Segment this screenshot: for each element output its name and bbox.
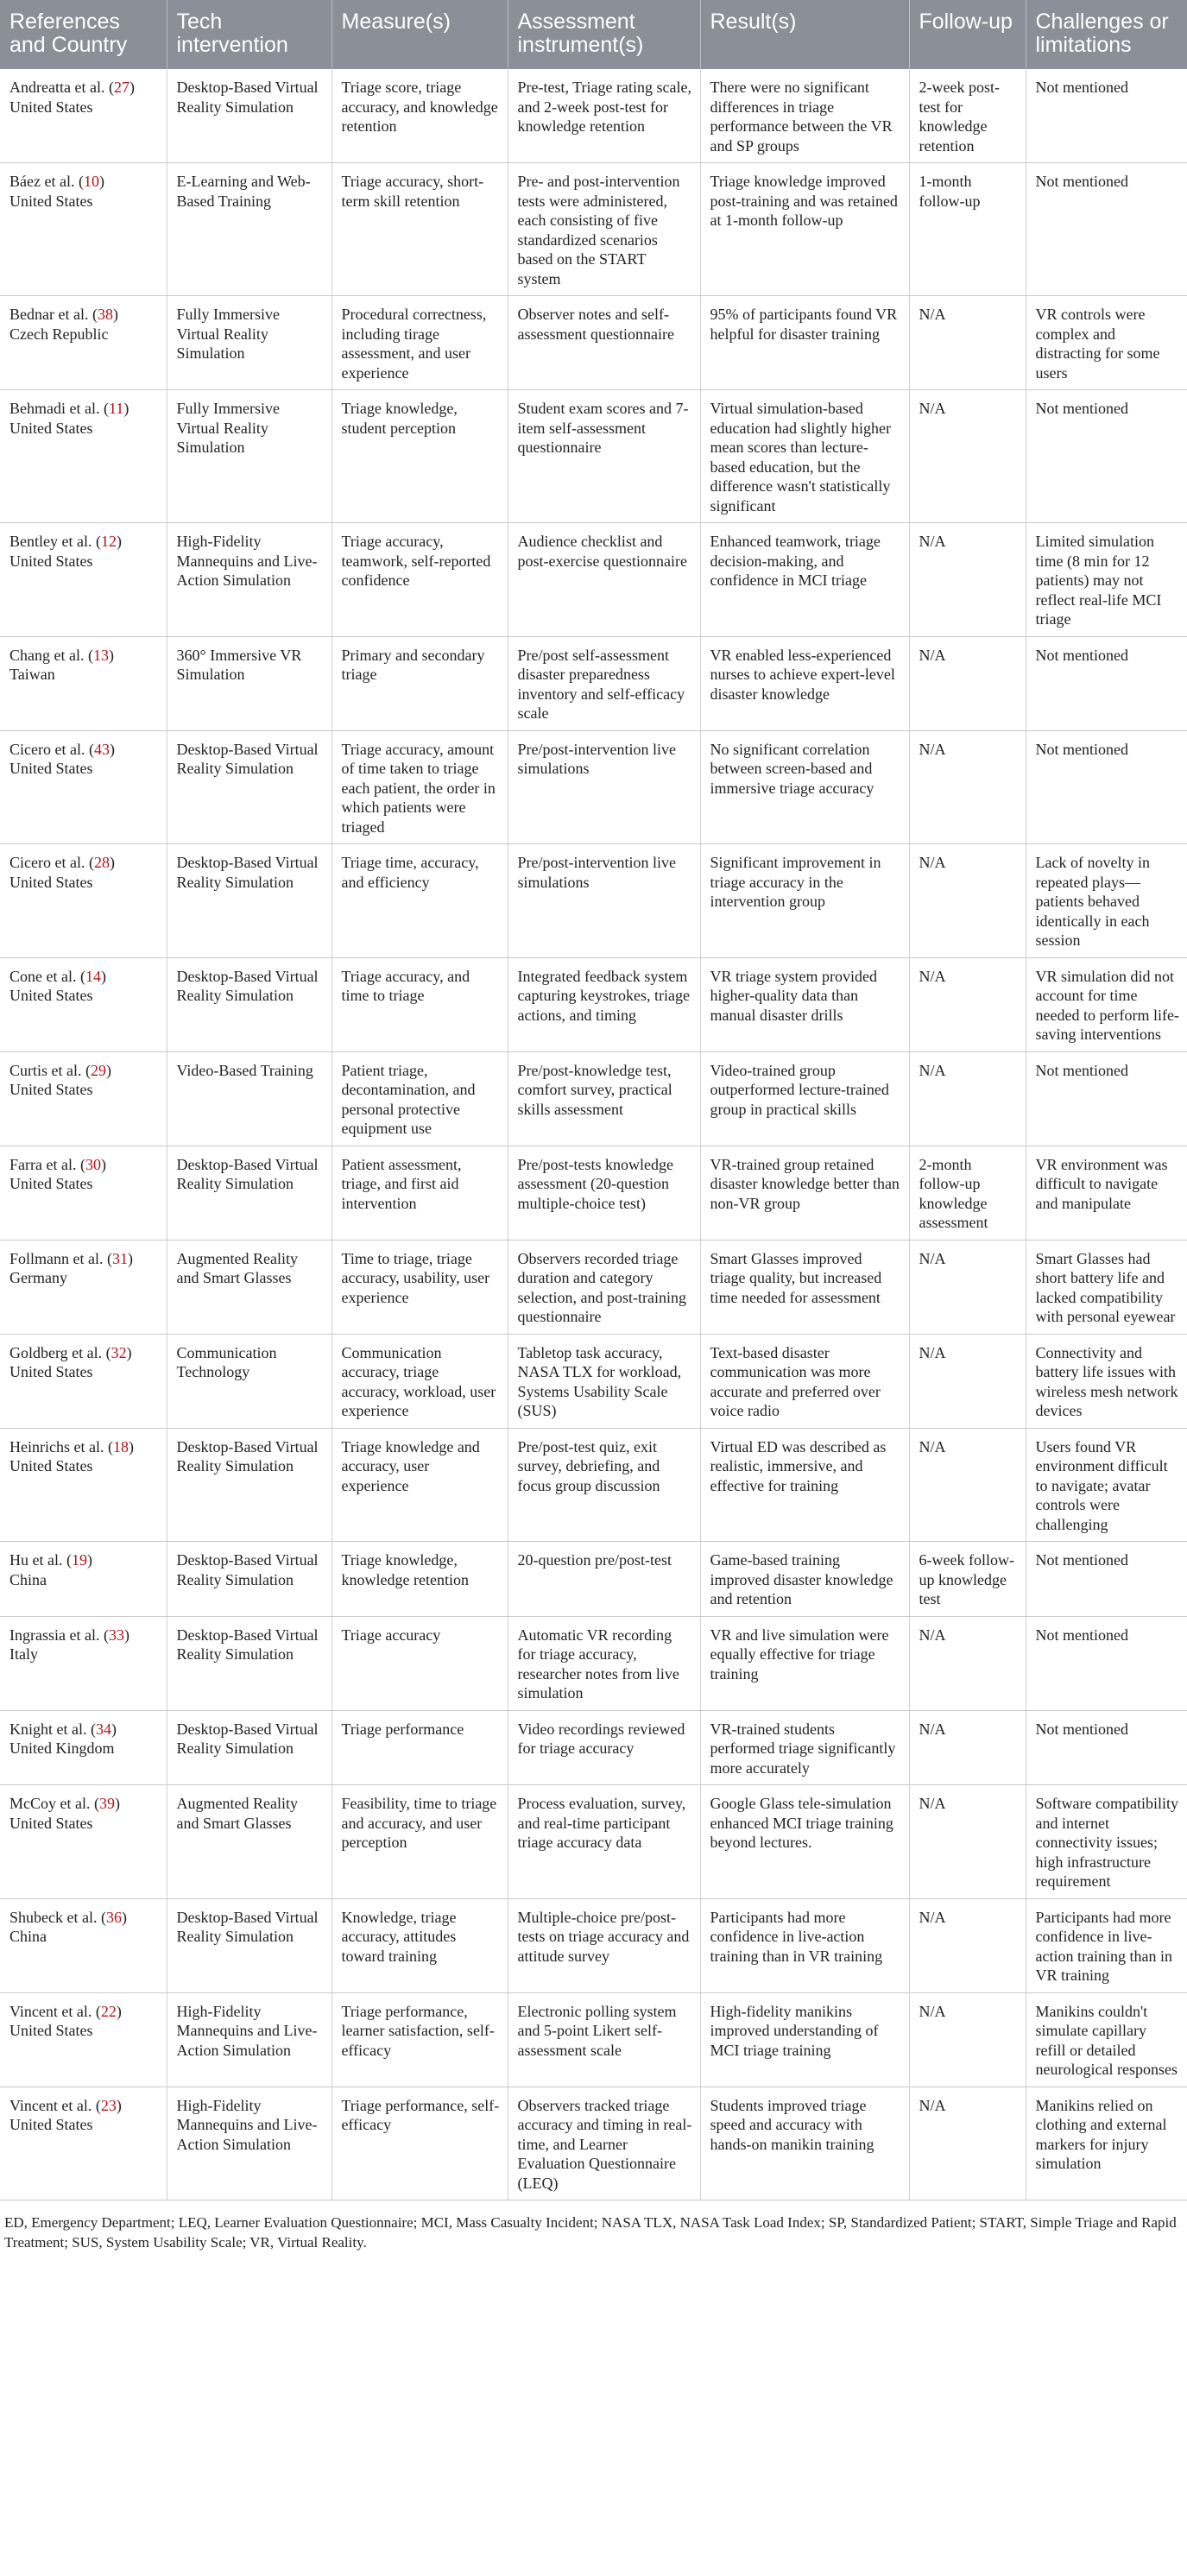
cell-challenges: Connectivity and battery life issues with wireless mesh network devices xyxy=(1026,1334,1187,1428)
table-row xyxy=(0,1785,1187,1899)
table-row xyxy=(0,957,1187,1051)
cell-assessment-instrument: Pre/post self-assessment disaster preparedness inventory and self-efficacy scale xyxy=(508,636,700,730)
cell-measures: Triage accuracy xyxy=(331,1616,508,1710)
cell-follow-up: N/A xyxy=(909,844,1026,958)
reference-link[interactable]: 30 xyxy=(85,1155,101,1173)
cell-challenges: Not mentioned xyxy=(1026,390,1187,523)
cell-challenges: Users found VR environment difficult to navigate; avatar controls were challenging xyxy=(1026,1428,1187,1542)
author-name: Hu et al. xyxy=(9,1551,63,1569)
cell-results: VR triage system provided higher-quality data than manual disaster drills xyxy=(700,957,909,1051)
header-row xyxy=(0,0,1187,69)
header-assessment: Assessment instrument(s) xyxy=(508,0,700,69)
reference-link[interactable]: 23 xyxy=(100,2096,117,2114)
table-row xyxy=(0,2087,1187,2200)
country: United States xyxy=(9,192,93,210)
table-row xyxy=(0,730,1187,844)
country: United States xyxy=(9,1363,93,1380)
cell-tech-intervention: Desktop-Based Virtual Reality Simulation xyxy=(167,1542,331,1617)
cell-follow-up: N/A xyxy=(909,390,1026,523)
cell-results: Triage knowledge improved post-training and was retained at 1-month follow-up xyxy=(700,163,909,296)
cell-reference: Farra et al. (30) United States xyxy=(0,1146,167,1240)
cell-reference: Follmann et al. (31) Germany xyxy=(0,1240,167,1334)
cell-reference: Cone et al. (14) United States xyxy=(0,957,167,1051)
cell-measures: Procedural correctness, including tirage assessment, and user experience xyxy=(331,296,508,390)
header-references: References and Country xyxy=(0,0,167,69)
cell-reference: Chang et al. (13) Taiwan xyxy=(0,636,167,730)
cell-reference: Andreatta et al. (27) United States xyxy=(0,69,167,163)
cell-results: High-fidelity manikins improved understanding of MCI triage training xyxy=(700,1992,909,2087)
table-row xyxy=(0,1428,1187,1542)
country: United States xyxy=(9,760,93,777)
cell-tech-intervention: Fully Immersive Virtual Reality Simulation xyxy=(167,296,331,390)
reference-link[interactable]: 28 xyxy=(93,854,110,871)
cell-tech-intervention: Desktop-Based Virtual Reality Simulation xyxy=(167,844,331,958)
reference-link[interactable]: 11 xyxy=(108,400,124,417)
author-name: Knight et al. xyxy=(9,1720,87,1738)
table-row xyxy=(0,1898,1187,1992)
table-row xyxy=(0,636,1187,730)
cell-challenges: Not mentioned xyxy=(1026,1542,1187,1617)
table-row xyxy=(0,1542,1187,1617)
author-name: Shubeck et al. xyxy=(9,1908,98,1926)
cell-tech-intervention: High-Fidelity Mannequins and Live-Action Simulation xyxy=(167,523,331,637)
table-row xyxy=(0,523,1187,637)
cell-results: VR-trained students performed triage significantly more accurately xyxy=(700,1710,909,1785)
cell-follow-up: 1-month follow-up xyxy=(909,163,1026,296)
author-name: Chang et al. xyxy=(9,646,85,664)
cell-results: Game-based training improved disaster knowledge and retention xyxy=(700,1542,909,1617)
reference-link[interactable]: 10 xyxy=(83,173,99,190)
cell-measures: Triage accuracy, amount of time taken to triage each patient, the order in which patients were triaged xyxy=(331,730,508,844)
cell-assessment-instrument: Electronic polling system and 5-point Likert self-assessment scale xyxy=(508,1992,700,2087)
country: United States xyxy=(9,1814,93,1832)
country: United States xyxy=(9,2022,93,2039)
author-name: Vincent et al. xyxy=(9,2096,92,2114)
country: United States xyxy=(9,1175,93,1192)
author-name: Bednar et al. xyxy=(9,306,89,323)
cell-reference: Ingrassia et al. (33) Italy xyxy=(0,1616,167,1710)
author-name: Ingrassia et al. xyxy=(9,1626,100,1644)
cell-follow-up: N/A xyxy=(909,523,1026,637)
table-row xyxy=(0,163,1187,296)
cell-challenges: Lack of novelty in repeated plays—patients behaved identically in each session xyxy=(1026,844,1187,958)
cell-measures: Patient assessment, triage, and first aid intervention xyxy=(331,1146,508,1240)
cell-measures: Triage performance xyxy=(331,1710,508,1785)
cell-results: Students improved triage speed and accuracy with hands-on manikin training xyxy=(700,2087,909,2200)
cell-follow-up: 2-month follow-up knowledge assessment xyxy=(909,1146,1026,1240)
author-name: Bentley et al. xyxy=(9,533,92,550)
cell-results: There were no significant differences in triage performance between the VR and SP groups xyxy=(700,69,909,163)
reference-link[interactable]: 39 xyxy=(98,1795,115,1812)
cell-measures: Triage time, accuracy, and efficiency xyxy=(331,844,508,958)
cell-follow-up: N/A xyxy=(909,1785,1026,1899)
cell-challenges: Not mentioned xyxy=(1026,69,1187,163)
author-name: Báez et al. xyxy=(9,173,75,190)
cell-tech-intervention: Desktop-Based Virtual Reality Simulation xyxy=(167,957,331,1051)
cell-reference: McCoy et al. (39) United States xyxy=(0,1785,167,1899)
cell-tech-intervention: High-Fidelity Mannequins and Live-Action Simulation xyxy=(167,1992,331,2087)
cell-results: Text-based disaster communication was more accurate and preferred over voice radio xyxy=(700,1334,909,1428)
country: United States xyxy=(9,2116,93,2133)
country: Taiwan xyxy=(9,666,55,683)
reference-link[interactable]: 38 xyxy=(97,306,113,323)
table-row xyxy=(0,1146,1187,1240)
cell-reference: Vincent et al. (22) United States xyxy=(0,1992,167,2087)
cell-challenges: Limited simulation time (8 min for 12 patients) may not reflect real-life MCI triage xyxy=(1026,523,1187,637)
author-name: Vincent et al. xyxy=(9,2002,92,2020)
reference-link[interactable]: 43 xyxy=(93,740,110,758)
header-tech: Tech intervention xyxy=(167,0,331,69)
header-measures: Measure(s) xyxy=(331,0,508,69)
cell-assessment-instrument: Pre-test, Triage rating scale, and 2-week post-test for knowledge retention xyxy=(508,69,700,163)
cell-measures: Triage knowledge, student perception xyxy=(331,390,508,523)
table-row xyxy=(0,1710,1187,1785)
table-row xyxy=(0,1240,1187,1334)
cell-tech-intervention: High-Fidelity Mannequins and Live-Action Simulation xyxy=(167,2087,331,2200)
cell-results: Virtual ED was described as realistic, immersive, and effective for training xyxy=(700,1428,909,1542)
country: United States xyxy=(9,1457,93,1474)
cell-tech-intervention: Augmented Reality and Smart Glasses xyxy=(167,1785,331,1899)
table-row xyxy=(0,1992,1187,2087)
cell-follow-up: N/A xyxy=(909,957,1026,1051)
cell-measures: Triage performance, self-efficacy xyxy=(331,2087,508,2200)
cell-challenges: VR environment was difficult to navigate and manipulate xyxy=(1026,1146,1187,1240)
cell-results: VR-trained group retained disaster knowledge better than non-VR group xyxy=(700,1146,909,1240)
cell-tech-intervention: Video-Based Training xyxy=(167,1051,331,1146)
cell-assessment-instrument: Pre- and post-intervention tests were administered, each consisting of five standardized scenarios based on the START system xyxy=(508,163,700,296)
cell-results: Video-trained group outperformed lecture-trained group in practical skills xyxy=(700,1051,909,1146)
cell-reference: Knight et al. (34) United Kingdom xyxy=(0,1710,167,1785)
cell-measures: Feasibility, time to triage and accuracy, and user perception xyxy=(331,1785,508,1899)
cell-assessment-instrument: Tabletop task accuracy, NASA TLX for workload, Systems Usability Scale (SUS) xyxy=(508,1334,700,1428)
country: United States xyxy=(9,987,93,1004)
author-name: Goldberg et al. xyxy=(9,1343,103,1361)
cell-challenges: Not mentioned xyxy=(1026,1710,1187,1785)
cell-reference: Cicero et al. (28) United States xyxy=(0,844,167,958)
cell-tech-intervention: Desktop-Based Virtual Reality Simulation xyxy=(167,1898,331,1992)
reference-link[interactable]: 33 xyxy=(108,1626,124,1644)
country: United States xyxy=(9,1081,93,1098)
reference-link[interactable]: 18 xyxy=(112,1437,129,1455)
cell-measures: Knowledge, triage accuracy, attitudes toward training xyxy=(331,1898,508,1992)
cell-challenges: VR controls were complex and distracting for some users xyxy=(1026,296,1187,390)
cell-tech-intervention: 360° Immersive VR Simulation xyxy=(167,636,331,730)
cell-results: VR and live simulation were equally effective for triage training xyxy=(700,1616,909,1710)
cell-follow-up: N/A xyxy=(909,1616,1026,1710)
reference-link[interactable]: 32 xyxy=(110,1343,127,1361)
cell-results: Participants had more confidence in live-action training than in VR training xyxy=(700,1898,909,1992)
cell-follow-up: N/A xyxy=(909,296,1026,390)
table-body xyxy=(0,69,1187,2200)
country: United States xyxy=(9,419,93,437)
cell-reference: Goldberg et al. (32) United States xyxy=(0,1334,167,1428)
cell-follow-up: N/A xyxy=(909,730,1026,844)
cell-results: VR enabled less-experienced nurses to achieve expert-level disaster knowledge xyxy=(700,636,909,730)
reference-link[interactable]: 13 xyxy=(92,646,109,664)
cell-assessment-instrument: Pre/post-knowledge test, comfort survey, practical skills assessment xyxy=(508,1051,700,1146)
cell-measures: Triage accuracy, and time to triage xyxy=(331,957,508,1051)
cell-reference: Shubeck et al. (36) China xyxy=(0,1898,167,1992)
cell-reference: Cicero et al. (43) United States xyxy=(0,730,167,844)
cell-challenges: VR simulation did not account for time needed to perform life-saving interventions xyxy=(1026,957,1187,1051)
cell-challenges: Not mentioned xyxy=(1026,163,1187,296)
table-row xyxy=(0,1334,1187,1428)
table-footnote: ED, Emergency Department; LEQ, Learner Evaluation Questionnaire; MCI, Mass Casualty Incident; NASA TLX, NASA Task Load Index; SP, Standardized Patient; START, Simple Triage and Rapid Treatment; SUS, System Usability Scale; VR, Virtual Reality. xyxy=(4,2214,1177,2251)
country: United States xyxy=(9,873,93,891)
cell-follow-up: N/A xyxy=(909,1051,1026,1146)
author-name: Andreatta et al. xyxy=(9,79,105,96)
country: China xyxy=(9,1928,47,1945)
cell-results: Significant improvement in triage accuracy in the intervention group xyxy=(700,844,909,958)
cell-assessment-instrument: Observers tracked triage accuracy and timing in real-time, and Learner Evaluation Questionnaire (LEQ) xyxy=(508,2087,700,2200)
cell-tech-intervention: Augmented Reality and Smart Glasses xyxy=(167,1240,331,1334)
country: China xyxy=(9,1570,47,1588)
cell-tech-intervention: E-Learning and Web-Based Training xyxy=(167,163,331,296)
reference-link[interactable]: 22 xyxy=(100,2002,117,2020)
cell-assessment-instrument: Pre/post-tests knowledge assessment (20-question multiple-choice test) xyxy=(508,1146,700,1240)
author-name: Farra et al. xyxy=(9,1155,77,1173)
cell-reference: Báez et al. (10) United States xyxy=(0,163,167,296)
author-name: Heinrichs et al. xyxy=(9,1437,104,1455)
cell-follow-up: N/A xyxy=(909,1240,1026,1334)
cell-assessment-instrument: Automatic VR recording for triage accuracy, researcher notes from live simulation xyxy=(508,1616,700,1710)
cell-tech-intervention: Desktop-Based Virtual Reality Simulation xyxy=(167,1710,331,1785)
reference-link[interactable]: 14 xyxy=(85,967,101,985)
country: United Kingdom xyxy=(9,1739,115,1757)
cell-assessment-instrument: Process evaluation, survey, and real-time participant triage accuracy data xyxy=(508,1785,700,1899)
cell-assessment-instrument: Integrated feedback system capturing keystrokes, triage actions, and timing xyxy=(508,957,700,1051)
cell-tech-intervention: Desktop-Based Virtual Reality Simulation xyxy=(167,730,331,844)
author-name: McCoy et al. xyxy=(9,1795,91,1812)
cell-results: Enhanced teamwork, triage decision-making, and confidence in MCI triage xyxy=(700,523,909,637)
cell-challenges: Manikins couldn't simulate capillary refill or detailed neurological responses xyxy=(1026,1992,1187,2087)
cell-follow-up: N/A xyxy=(909,1710,1026,1785)
cell-assessment-instrument: Pre/post-test quiz, exit survey, debriefing, and focus group discussion xyxy=(508,1428,700,1542)
table-row xyxy=(0,69,1187,163)
table-row xyxy=(0,1616,1187,1710)
reference-link[interactable]: 27 xyxy=(113,79,129,96)
country: Germany xyxy=(9,1269,67,1286)
cell-measures: Triage accuracy, short-term skill retention xyxy=(331,163,508,296)
cell-challenges: Manikins relied on clothing and external markers for injury simulation xyxy=(1026,2087,1187,2200)
header-followup: Follow-up xyxy=(909,0,1026,69)
cell-tech-intervention: Desktop-Based Virtual Reality Simulation xyxy=(167,1428,331,1542)
table-row xyxy=(0,390,1187,523)
cell-results: No significant correlation between screen-based and immersive triage accuracy xyxy=(700,730,909,844)
cell-challenges: Not mentioned xyxy=(1026,1051,1187,1146)
table-row xyxy=(0,296,1187,390)
cell-assessment-instrument: Multiple-choice pre/post-tests on triage accuracy and attitude survey xyxy=(508,1898,700,1992)
cell-challenges: Not mentioned xyxy=(1026,1616,1187,1710)
table-row xyxy=(0,844,1187,958)
cell-measures: Communication accuracy, triage accuracy, workload, user experience xyxy=(331,1334,508,1428)
cell-reference: Bentley et al. (12) United States xyxy=(0,523,167,637)
cell-results: 95% of participants found VR helpful for disaster training xyxy=(700,296,909,390)
cell-follow-up: N/A xyxy=(909,1992,1026,2087)
reference-link[interactable]: 31 xyxy=(111,1249,128,1267)
header-results: Result(s) xyxy=(700,0,909,69)
cell-follow-up: N/A xyxy=(909,2087,1026,2200)
cell-follow-up: N/A xyxy=(909,1898,1026,1992)
cell-reference: Behmadi et al. (11) United States xyxy=(0,390,167,523)
cell-follow-up: 6-week follow-up knowledge test xyxy=(909,1542,1026,1617)
cell-challenges: Not mentioned xyxy=(1026,730,1187,844)
author-name: Cone et al. xyxy=(9,967,77,985)
country: United States xyxy=(9,98,93,116)
header-challenges: Challenges or limitations xyxy=(1026,0,1187,69)
author-name: Follmann et al. xyxy=(9,1249,104,1267)
cell-assessment-instrument: Observers recorded triage duration and category selection, and post-training questionnaire xyxy=(508,1240,700,1334)
cell-tech-intervention: Desktop-Based Virtual Reality Simulation xyxy=(167,1616,331,1710)
cell-measures: Triage score, triage accuracy, and knowledge retention xyxy=(331,69,508,163)
reference-link[interactable]: 19 xyxy=(71,1551,87,1569)
cell-assessment-instrument: Observer notes and self-assessment questionnaire xyxy=(508,296,700,390)
cell-tech-intervention: Communication Technology xyxy=(167,1334,331,1428)
cell-assessment-instrument: Pre/post-intervention live simulations xyxy=(508,730,700,844)
cell-reference: Vincent et al. (23) United States xyxy=(0,2087,167,2200)
cell-measures: Triage performance, learner satisfaction, self-efficacy xyxy=(331,1992,508,2087)
cell-follow-up: N/A xyxy=(909,1428,1026,1542)
cell-assessment-instrument: Pre/post-intervention live simulations xyxy=(508,844,700,958)
cell-assessment-instrument: Audience checklist and post-exercise questionnaire xyxy=(508,523,700,637)
cell-measures: Time to triage, triage accuracy, usability, user experience xyxy=(331,1240,508,1334)
cell-follow-up: 2-week post-test for knowledge retention xyxy=(909,69,1026,163)
reference-link[interactable]: 12 xyxy=(100,533,117,550)
cell-follow-up: N/A xyxy=(909,1334,1026,1428)
reference-link[interactable]: 34 xyxy=(95,1720,111,1738)
author-name: Behmadi et al. xyxy=(9,400,100,417)
reference-link[interactable]: 36 xyxy=(105,1908,122,1926)
author-name: Curtis et al. xyxy=(9,1061,82,1079)
cell-measures: Triage accuracy, teamwork, self-reported confidence xyxy=(331,523,508,637)
author-name: Cicero et al. xyxy=(9,854,85,871)
cell-follow-up: N/A xyxy=(909,636,1026,730)
cell-challenges: Software compatibility and internet connectivity issues; high infrastructure requirement xyxy=(1026,1785,1187,1899)
cell-results: Virtual simulation-based education had slightly higher mean scores than lecture-based education, but the difference wasn't statistically significant xyxy=(700,390,909,523)
cell-measures: Triage knowledge and accuracy, user experience xyxy=(331,1428,508,1542)
cell-results: Smart Glasses improved triage quality, but increased time needed for assessment xyxy=(700,1240,909,1334)
country: Italy xyxy=(9,1645,38,1663)
cell-assessment-instrument: Video recordings reviewed for triage accuracy xyxy=(508,1710,700,1785)
cell-reference: Hu et al. (19) China xyxy=(0,1542,167,1617)
cell-challenges: Smart Glasses had short battery life and lacked compatibility with personal eyewear xyxy=(1026,1240,1187,1334)
cell-measures: Triage knowledge, knowledge retention xyxy=(331,1542,508,1617)
author-name: Cicero et al. xyxy=(9,740,85,758)
table-row xyxy=(0,1051,1187,1146)
country: Czech Republic xyxy=(9,325,109,343)
cell-measures: Primary and secondary triage xyxy=(331,636,508,730)
cell-measures: Patient triage, decontamination, and personal protective equipment use xyxy=(331,1051,508,1146)
country: United States xyxy=(9,552,93,570)
cell-reference: Heinrichs et al. (18) United States xyxy=(0,1428,167,1542)
cell-challenges: Participants had more confidence in live-action training than in VR training xyxy=(1026,1898,1187,1992)
cell-reference: Curtis et al. (29) United States xyxy=(0,1051,167,1146)
cell-assessment-instrument: Student exam scores and 7-item self-assessment questionnaire xyxy=(508,390,700,523)
reference-link[interactable]: 29 xyxy=(91,1061,106,1079)
cell-tech-intervention: Desktop-Based Virtual Reality Simulation xyxy=(167,69,331,163)
cell-reference: Bednar et al. (38) Czech Republic xyxy=(0,296,167,390)
cell-results: Google Glass tele-simulation enhanced MCI triage training beyond lectures. xyxy=(700,1785,909,1899)
cell-tech-intervention: Desktop-Based Virtual Reality Simulation xyxy=(167,1146,331,1240)
cell-challenges: Not mentioned xyxy=(1026,636,1187,730)
cell-assessment-instrument: 20-question pre/post-test xyxy=(508,1542,700,1617)
cell-tech-intervention: Fully Immersive Virtual Reality Simulation xyxy=(167,390,331,523)
